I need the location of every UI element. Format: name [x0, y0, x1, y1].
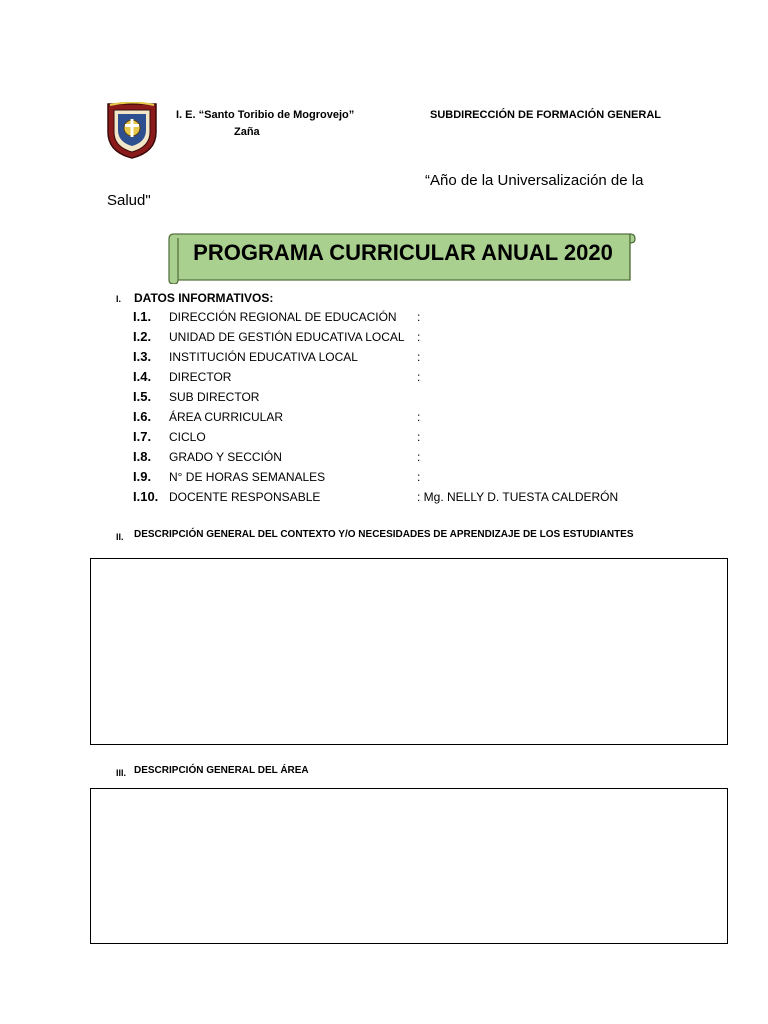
item-label: DIRECCIÓN REGIONAL DE EDUCACIÓN: [169, 310, 397, 324]
item-code: I.7.: [133, 429, 152, 444]
item-value: :: [417, 450, 421, 464]
item-code: I.5.: [133, 389, 152, 404]
section2-title: DESCRIPCIÓN GENERAL DEL CONTEXTO Y/O NECESIDADES DE APRENDIZAJE DE LOS ESTUDIANTES: [134, 529, 634, 540]
item-label: ÁREA CURRICULAR: [169, 410, 284, 424]
item-label: DIRECTOR: [169, 370, 232, 384]
section3-title: DESCRIPCIÓN GENERAL DEL ÁREA: [134, 765, 309, 776]
year-motto-line2: Salud": [107, 192, 151, 209]
item-label: DOCENTE RESPONSABLE: [169, 490, 321, 504]
item-value: :: [417, 310, 421, 324]
item-value: :: [417, 470, 421, 484]
item-value: :: [417, 430, 421, 444]
item-code: I.9.: [133, 469, 152, 484]
section1-title: DATOS INFORMATIVOS:: [134, 291, 274, 305]
item-code: I.3.: [133, 349, 152, 364]
item-value: :: [417, 330, 421, 344]
context-text-box[interactable]: [90, 558, 728, 745]
section1-number: I.: [116, 294, 122, 304]
item-value: :: [417, 370, 421, 384]
item-label: CICLO: [169, 430, 206, 444]
school-town: Zaña: [234, 126, 260, 138]
item-code: I.10.: [133, 489, 159, 504]
year-motto-line1: “Año de la Universalización de la: [425, 172, 644, 189]
section2-number: II.: [116, 532, 124, 542]
item-value: :: [417, 410, 421, 424]
item-code: I.2.: [133, 329, 152, 344]
item-code: I.4.: [133, 369, 152, 384]
item-code: I.1.: [133, 309, 152, 324]
item-label: UNIDAD DE GESTIÓN EDUCATIVA LOCAL: [169, 330, 405, 344]
school-name: I. E. “Santo Toribio de Mogrovejo”: [176, 109, 355, 121]
item-value: : Mg. NELLY D. TUESTA CALDERÓN: [417, 490, 619, 504]
item-value: :: [417, 350, 421, 364]
item-label: INSTITUCIÓN EDUCATIVA LOCAL: [169, 350, 358, 364]
item-code: I.8.: [133, 449, 152, 464]
item-label: SUB DIRECTOR: [169, 390, 260, 404]
area-text-box[interactable]: [90, 788, 728, 944]
subdirection-title: SUBDIRECCIÓN DE FORMACIÓN GENERAL: [430, 109, 662, 121]
item-label: GRADO Y SECCIÓN: [169, 450, 282, 464]
school-crest-icon: [106, 102, 158, 160]
section3-number: III.: [116, 768, 127, 778]
item-code: I.6.: [133, 409, 152, 424]
item-label: N° DE HORAS SEMANALES: [169, 470, 326, 484]
page-title: PROGRAMA CURRICULAR ANUAL 2020: [193, 240, 613, 265]
